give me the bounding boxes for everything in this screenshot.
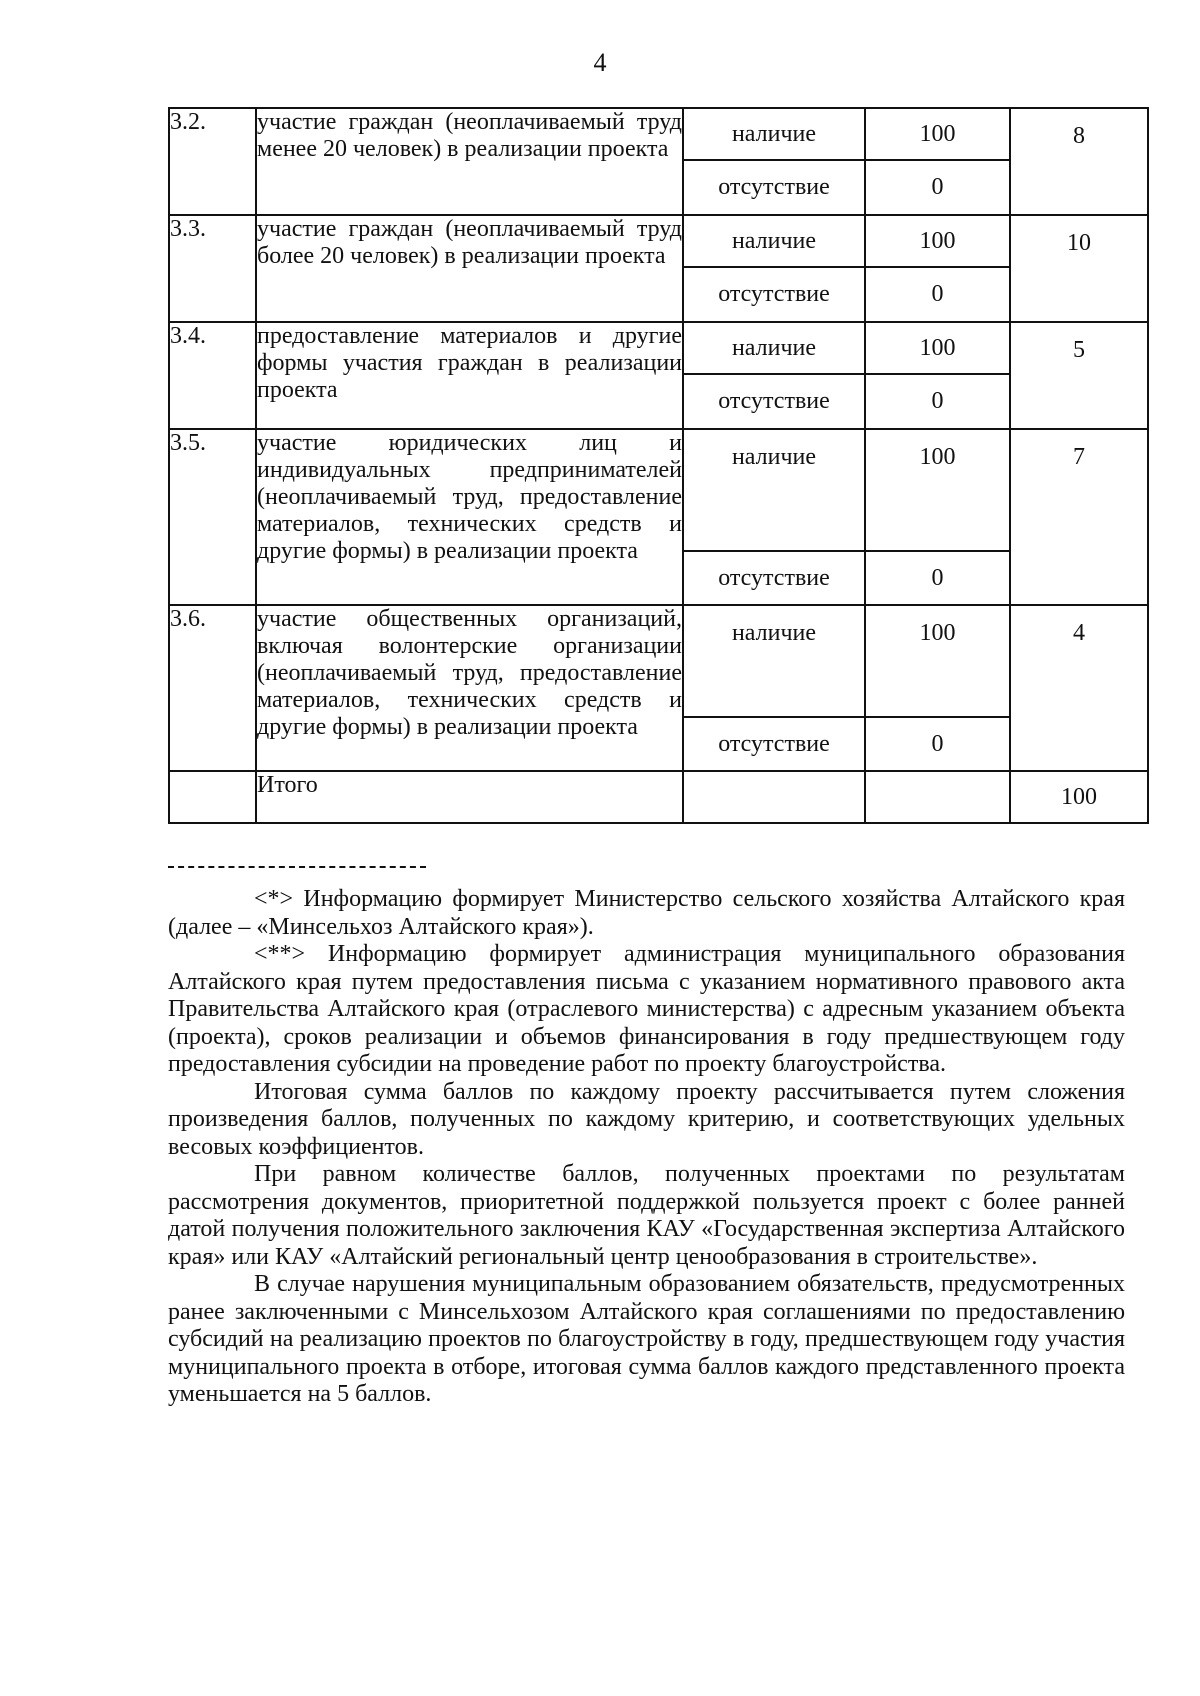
score-present: 100 [865, 605, 1010, 717]
option-absent: отсутствие [683, 717, 865, 771]
option-absent: отсутствие [683, 374, 865, 429]
criteria-table [168, 107, 1149, 824]
score-absent: 0 [865, 160, 1010, 215]
page-number: 4 [593, 48, 607, 77]
option-present: наличие [683, 322, 865, 374]
table-row [169, 215, 1148, 267]
option-present: наличие [683, 215, 865, 267]
footnote-1: <*> Информацию формирует Министерство сельского хозяйства Алтайского края (далее – «Минсельхоз Алтайского края»). [168, 886, 1125, 940]
row-number: 3.4. [169, 322, 256, 429]
footnote-separator [168, 866, 426, 868]
row-number: 3.2. [169, 108, 256, 215]
score-present: 100 [865, 215, 1010, 267]
score-absent: 0 [865, 717, 1010, 771]
option-present: наличие [683, 605, 865, 717]
row-description: предоставление материалов и другие формы участия граждан в реализации проекта [256, 322, 683, 429]
option-absent: отсутствие [683, 267, 865, 322]
weight-coefficient: 8 [1010, 108, 1148, 215]
total-label: Итого [256, 771, 683, 823]
score-absent: 0 [865, 267, 1010, 322]
paragraph-total-score: Итоговая сумма баллов по каждому проекту рассчитывается путем сложения произведения баллов, полученных по каждому критерию, и соответствующих удельных весовых коэффициентов. [168, 1078, 1125, 1160]
table-row [169, 322, 1148, 374]
option-absent: отсутствие [683, 551, 865, 605]
paragraph-equal-score: При равном количестве баллов, полученных проектами по результатам рассмотрения документов, приоритетной поддержкой пользуется проект с более ранней датой получения положительного заключения КАУ «Государственная экспертиза Алтайского края» или КАУ «Алтайский региональный центр ценообразования в строительстве». [168, 1161, 1125, 1270]
total-value: 100 [1010, 771, 1148, 823]
row-number: 3.3. [169, 215, 256, 322]
table-row-total [169, 771, 1148, 823]
weight-coefficient: 4 [1010, 605, 1148, 771]
weight-coefficient: 10 [1010, 215, 1148, 322]
row-description: участие юридических лиц и индивидуальных предпринимателей (неоплачиваемый труд, предоставление материалов, технических средств и другие формы) в реализации проекта [256, 429, 683, 605]
row-number: 3.6. [169, 605, 256, 771]
row-description: участие граждан (неоплачиваемый труд менее 20 человек) в реализации проекта [256, 108, 683, 215]
score-absent: 0 [865, 374, 1010, 429]
weight-coefficient: 7 [1010, 429, 1148, 605]
footnote-2: <**> Информацию формирует администрация муниципального образования Алтайского края путем предоставления письма с указанием нормативного правового акта Правительства Алтайского края (отраслевого министерства) с адресным указанием объекта (проекта), сроков реализации и объемов финансирования в году предшествующем году предоставления субсидии на проведение работ по проекту благоустройства. [168, 941, 1125, 1077]
paragraph-penalty: В случае нарушения муниципальным образованием обязательств, предусмотренных ранее заключенными с Минсельхозом Алтайского края соглашениями по предоставлению субсидий на реализацию проектов по благоустройству в году, предшествующем году участия муниципального проекта в отборе, итоговая сумма баллов каждого представленного проекта уменьшается на 5 баллов. [168, 1271, 1125, 1407]
row-description: участие общественных организаций, включая волонтерские организации (неоплачиваемый труд, предоставление материалов, технических средств и другие формы) в реализации проекта [256, 605, 683, 771]
table-row [169, 605, 1148, 717]
row-description: участие граждан (неоплачиваемый труд более 20 человек) в реализации проекта [256, 215, 683, 322]
empty-cell [169, 771, 256, 823]
empty-cell [865, 771, 1010, 823]
score-present: 100 [865, 429, 1010, 551]
option-present: наличие [683, 108, 865, 160]
empty-cell [683, 771, 865, 823]
footnotes [168, 886, 1125, 1409]
weight-coefficient: 5 [1010, 322, 1148, 429]
score-present: 100 [865, 322, 1010, 374]
table-row [169, 108, 1148, 160]
row-number: 3.5. [169, 429, 256, 605]
score-present: 100 [865, 108, 1010, 160]
option-absent: отсутствие [683, 160, 865, 215]
option-present: наличие [683, 429, 865, 551]
table-row [169, 429, 1148, 551]
score-absent: 0 [865, 551, 1010, 605]
